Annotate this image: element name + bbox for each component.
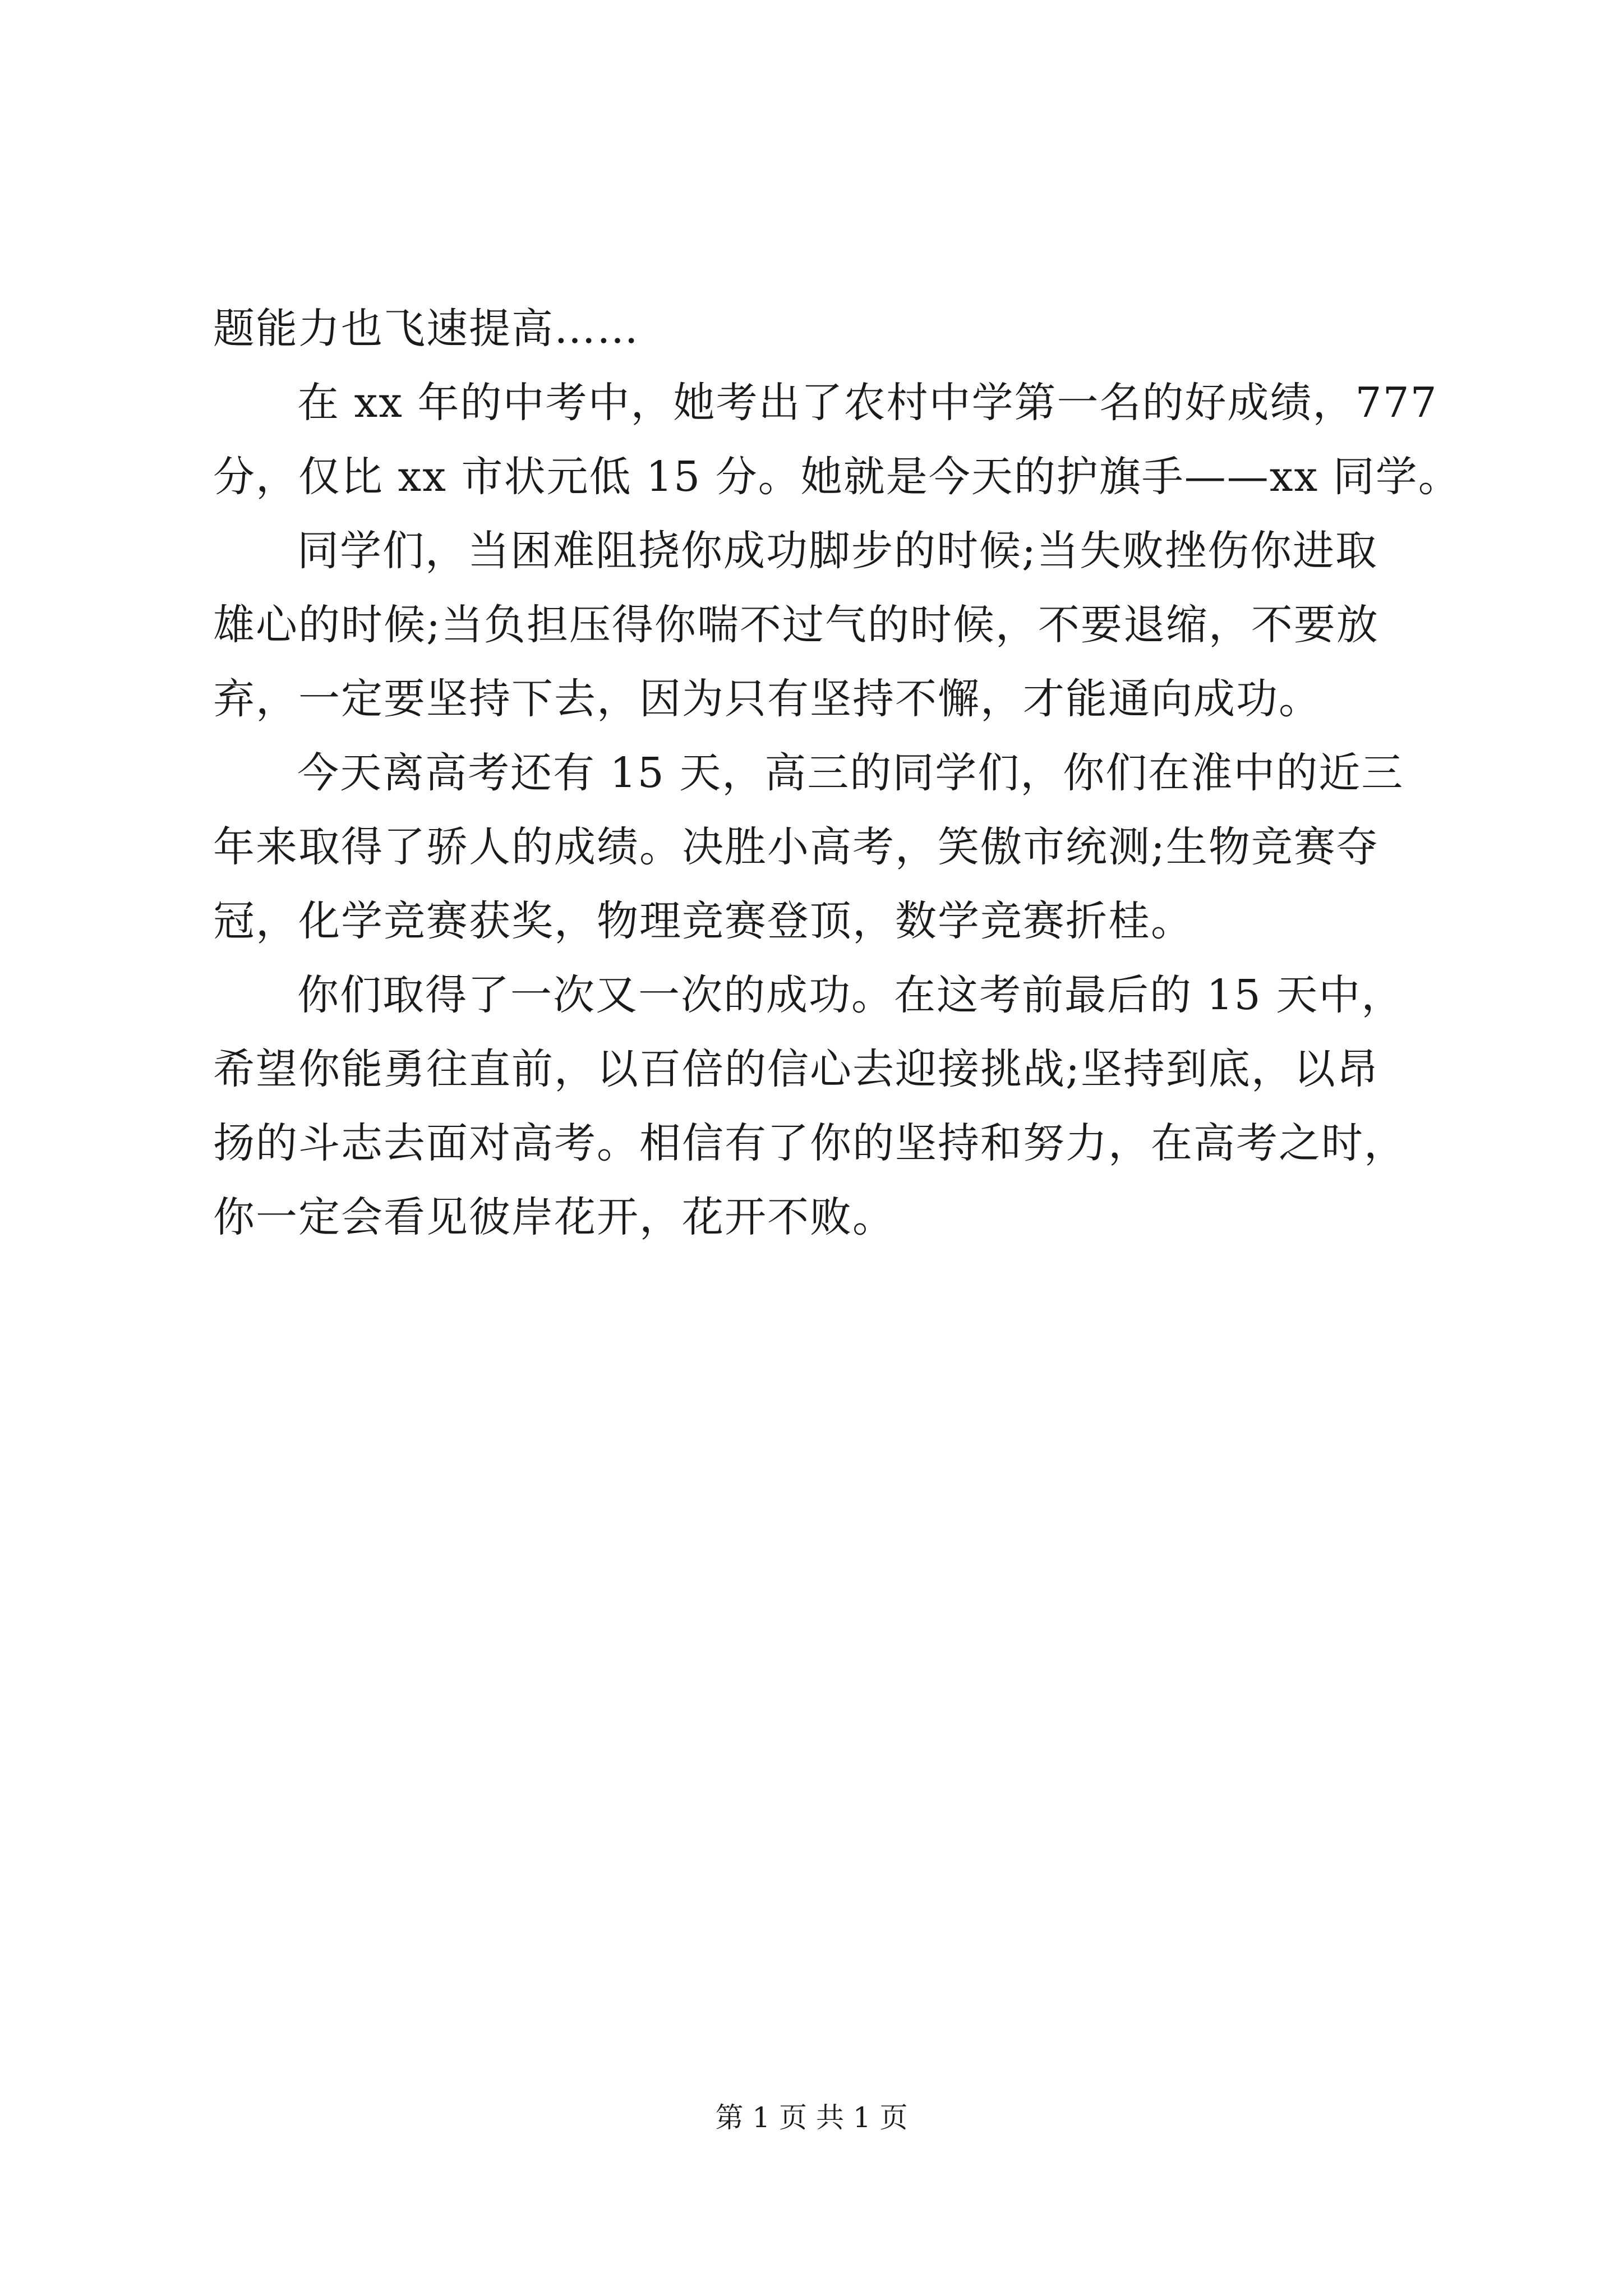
document-body [213,292,1461,1254]
text-line: 你一定会看见彼岸花开，花开不败。 [213,1193,895,1241]
text-line: 扬的斗志去面对高考。相信有了你的坚持和努力，在高考之时， [213,1119,1407,1167]
page-footer [0,2098,1623,2137]
paragraph [213,736,1419,958]
paragraph [213,292,1419,366]
text-line: 弃，一定要坚持下去，因为只有坚持不懈，才能通向成功。 [213,675,1321,723]
text-line: 分，仅比 xx 市状元低 15 分。她就是今天的护旗手——xx 同学。 [213,453,1461,501]
text-line: 你们取得了一次又一次的成功。在这考前最后的 15 天中， [297,971,1404,1019]
paragraph [213,366,1461,514]
text-line: 在 xx 年的中考中，她考出了农村中学第一名的好成绩，777 [297,379,1438,427]
paragraph [213,514,1419,736]
text-line: 同学们，当困难阻挠你成功脚步的时候;当失败挫伤你进取 [297,527,1378,575]
text-line: 题能力也飞速提高…… [213,305,639,353]
text-line: 冠，化学竞赛获奖，物理竞赛登顶，数学竞赛折桂。 [213,897,1193,945]
paragraph [213,958,1419,1254]
text-line: 雄心的时候;当负担压得你喘不过气的时候，不要退缩，不要放 [213,601,1379,649]
text-line: 年来取得了骄人的成绩。决胜小高考，笑傲市统测;生物竞赛夺 [213,823,1379,871]
text-line: 希望你能勇往直前，以百倍的信心去迎接挑战;坚持到底，以昂 [213,1045,1379,1093]
page-number-label: 第 1 页 共 1 页 [715,2101,908,2134]
text-line: 今天离高考还有 15 天，高三的同学们，你们在淮中的近三 [297,749,1404,797]
